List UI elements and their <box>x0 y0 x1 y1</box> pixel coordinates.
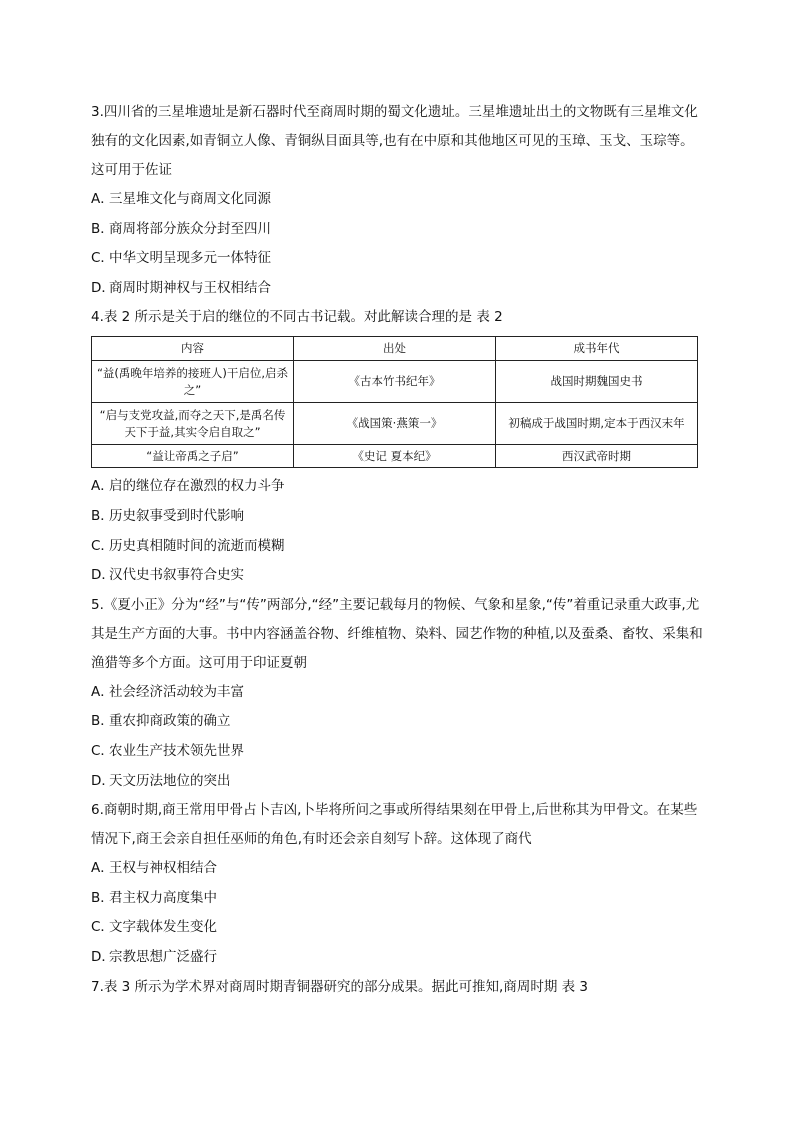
question-6-option-b[interactable]: B．君主权力高度集中 <box>91 889 217 906</box>
table-row <box>92 361 698 403</box>
question-6-option-a[interactable]: A．王权与神权相结合 <box>91 860 217 877</box>
question-5-option-d[interactable]: D．天文历法地位的突出 <box>91 772 231 789</box>
question-3-option-a[interactable]: A．三星堆文化与商周文化同源 <box>91 191 271 207</box>
question-4-option-c[interactable]: C．历史真相随时间的流逝而模糊 <box>91 537 285 554</box>
question-4-option-a[interactable]: A．启的继位存在激烈的权力斗争 <box>91 478 285 495</box>
table-header-row <box>92 337 698 361</box>
table-cell: 《战国策·燕策一》 <box>294 403 496 445</box>
question-3-option-c[interactable]: C．中华文明呈现多元一体特征 <box>91 250 271 267</box>
question-6-option-c[interactable]: C．文字载体发生变化 <box>91 919 217 936</box>
question-5-option-a[interactable]: A．社会经济活动较为丰富 <box>91 683 244 700</box>
question-5 <box>91 591 703 796</box>
table-cell: 《史记 夏本纪》 <box>294 445 496 468</box>
table-row <box>92 445 698 468</box>
question-6-option-d[interactable]: D．宗教思想广泛盛行 <box>91 948 217 965</box>
table-cell: 初稿成于战国时期,定本于西汉末年 <box>496 403 698 445</box>
table-cell: 《古本竹书纪年》 <box>294 361 496 403</box>
table-cell: “益让帝禹之子启” <box>92 445 294 468</box>
table-header-source: 出处 <box>294 337 496 361</box>
question-5-option-c[interactable]: C．农业生产技术领先世界 <box>91 742 244 759</box>
question-4-option-d[interactable]: D．汉代史书叙事符合史实 <box>91 567 244 584</box>
table-row <box>92 403 698 445</box>
question-5-stem: 5.《夏小正》分为“经”与“传”两部分,“经”主要记载每月的物候、气象和星象,“传”着重记录重大政事,尤其是生产方面的大事。书中内容涵盖谷物、纤维植物、染料、园艺作物的种植,以及蚕桑、畜牧、采集和渔猎等多个方面。这可用于印证夏朝 <box>91 596 703 671</box>
question-7 <box>91 973 703 1002</box>
question-3-option-b[interactable]: B．商周将部分族众分封至四川 <box>91 220 271 237</box>
table-cell: “启与支党攻益,而夺之天下,是禹名传天下于益,其实令启自取之” <box>92 403 294 445</box>
question-3-stem: 3.四川省的三星堆遗址是新石器时代至商周时期的蜀文化遗址。三星堆遗址出土的文物既有三星堆文化独有的文化因素,如青铜立人像、青铜纵目面具等,也有在中原和其他地区可见的玉璋、玉戈、玉琮等。这可用于佐证 <box>91 104 698 178</box>
question-3-option-d[interactable]: D．商周时期神权与王权相结合 <box>91 279 271 296</box>
question-4-option-b[interactable]: B．历史叙事受到时代影响 <box>91 507 244 524</box>
table-cell: “益(禹晚年培养的接班人)干启位,启杀之” <box>92 361 294 403</box>
question-4-stem: 4.表 2 所示是关于启的继位的不同古书记载。对此解读合理的是 表 2 <box>91 309 503 326</box>
table-header-date: 成书年代 <box>496 337 698 361</box>
question-3 <box>91 98 703 303</box>
table-2 <box>91 336 698 468</box>
question-list <box>91 98 703 1002</box>
table-header-content: 内容 <box>92 337 294 361</box>
question-5-option-b[interactable]: B．重农抑商政策的确立 <box>91 713 231 730</box>
table-cell: 战国时期魏国史书 <box>496 361 698 403</box>
question-6 <box>91 796 703 972</box>
question-4 <box>91 303 703 590</box>
question-7-stem: 7.表 3 所示为学术界对商周时期青铜器研究的部分成果。据此可推知,商周时期 表 3 <box>91 978 589 995</box>
table-cell: 西汉武帝时期 <box>496 445 698 468</box>
question-6-stem: 6.商朝时期,商王常用甲骨占卜吉凶,卜毕将所问之事或所得结果刻在甲骨上,后世称其为甲骨文。在某些情况下,商王会亲自担任巫师的角色,有时还会亲自刻写卜辞。这体现了商代 <box>91 802 698 848</box>
